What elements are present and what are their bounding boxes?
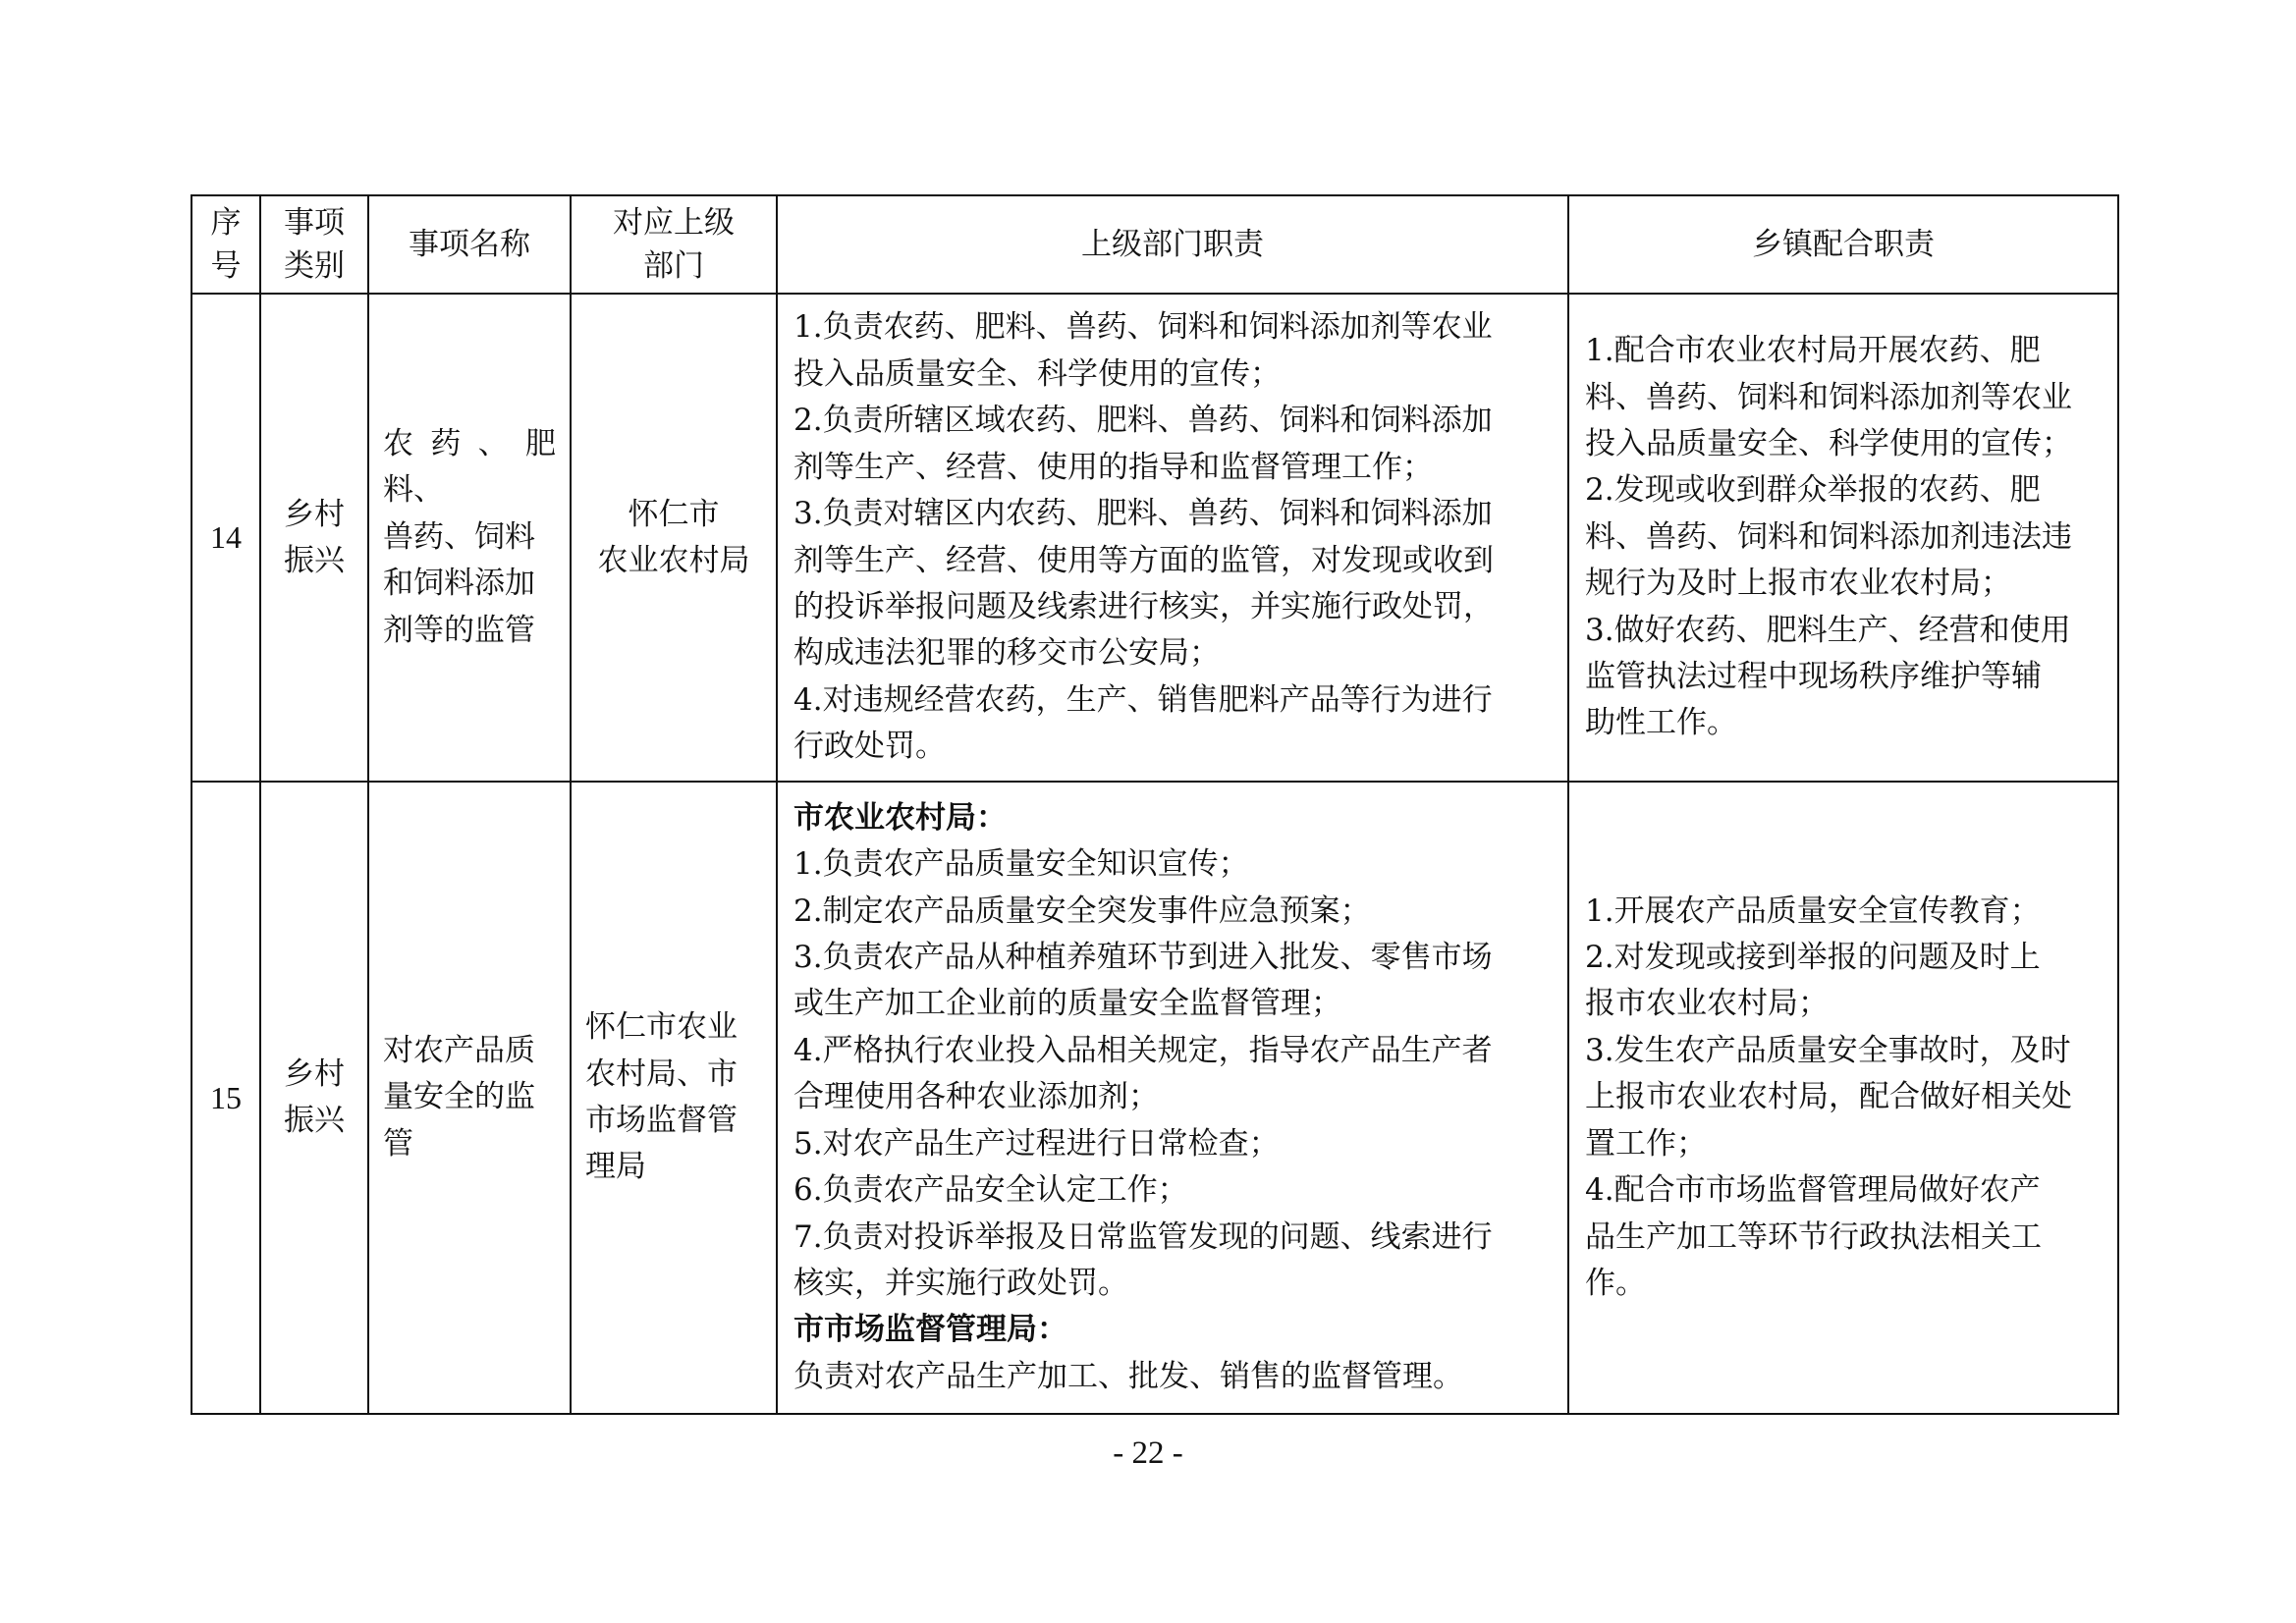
header-seq: 序 号 xyxy=(191,195,260,294)
row-dept: 怀仁市 农业农村局 xyxy=(571,294,777,782)
header-dept: 对应上级 部门 xyxy=(571,195,777,294)
row-town-duty: 1.开展农产品质量安全宣传教育； 2.对发现或接到举报的问题及时上 报市农业农村局； 3.发生农产品质量安全事故时，及时 上报市农业农村局，配合做好相关处 置工作； 4.配合市市场监督管理局做好农产 品生产加工等环节行政执法相关工 作。 xyxy=(1568,782,2118,1414)
header-town-duty: 乡镇配合职责 xyxy=(1568,195,2118,294)
table-row xyxy=(191,294,2118,782)
duty-table xyxy=(191,194,2119,1415)
row-dept: 怀仁市农业 农村局、市 市场监督管 理局 xyxy=(571,782,777,1414)
row-seq: 14 xyxy=(191,294,260,782)
row-superior-duty: 市农业农村局： 1.负责农产品质量安全知识宣传； 2.制定农产品质量安全突发事件应急预案； 3.负责农产品从种植养殖环节到进入批发、零售市场 或生产加工企业前的质量安全监督管理； 4.严格执行农业投入品相关规定，指导农产品生产者 合理使用各种农业添加剂； 5.对农产品生产过程进行日常检查； 6.负责农产品安全认定工作； 7.负责对投诉举报及日常监管发现的问题、线索进行 核实，并实施行政处罚。 市市场监督管理局： 负责对农产品生产加工、批发、销售的监督管理。 xyxy=(777,782,1568,1414)
dept-heading-agriculture: 市农业农村局： xyxy=(793,799,1007,836)
row-item-name: 农药、肥料、 兽药、饲料 和饲料添加 剂等的监管 xyxy=(368,294,571,782)
row-category: 乡村 振兴 xyxy=(260,294,368,782)
row-category: 乡村 振兴 xyxy=(260,782,368,1414)
header-superior-duty: 上级部门职责 xyxy=(777,195,1568,294)
row-superior-duty: 1.负责农药、肥料、兽药、饲料和饲料添加剂等农业 投入品质量安全、科学使用的宣传； 2.负责所辖区域农药、肥料、兽药、饲料和饲料添加 剂等生产、经营、使用的指导和监督管理工作； 3.负责对辖区内农药、肥料、兽药、饲料和饲料添加 剂等生产、经营、使用等方面的监管，对发现或收到 的投诉举报问题及线索进行核实，并实施行政处罚， 构成违法犯罪的移交市公安局； 4.对违规经营农药，生产、销售肥料产品等行为进行 行政处罚。 xyxy=(777,294,1568,782)
row-item-name: 对农产品质 量安全的监 管 xyxy=(368,782,571,1414)
table-header-row xyxy=(191,195,2118,294)
header-category: 事项 类别 xyxy=(260,195,368,294)
row-seq: 15 xyxy=(191,782,260,1414)
dept-heading-market: 市市场监督管理局： xyxy=(793,1312,1067,1348)
table-row xyxy=(191,782,2118,1414)
page-number: - 22 - xyxy=(1113,1435,1183,1471)
header-item-name: 事项名称 xyxy=(368,195,571,294)
row-town-duty: 1.配合市农业农村局开展农药、肥 料、兽药、饲料和饲料添加剂等农业 投入品质量安全、科学使用的宣传； 2.发现或收到群众举报的农药、肥 料、兽药、饲料和饲料添加剂违法违 规行为及时上报市农业农村局； 3.做好农药、肥料生产、经营和使用 监管执法过程中现场秩序维护等辅 助性工作。 xyxy=(1568,294,2118,782)
